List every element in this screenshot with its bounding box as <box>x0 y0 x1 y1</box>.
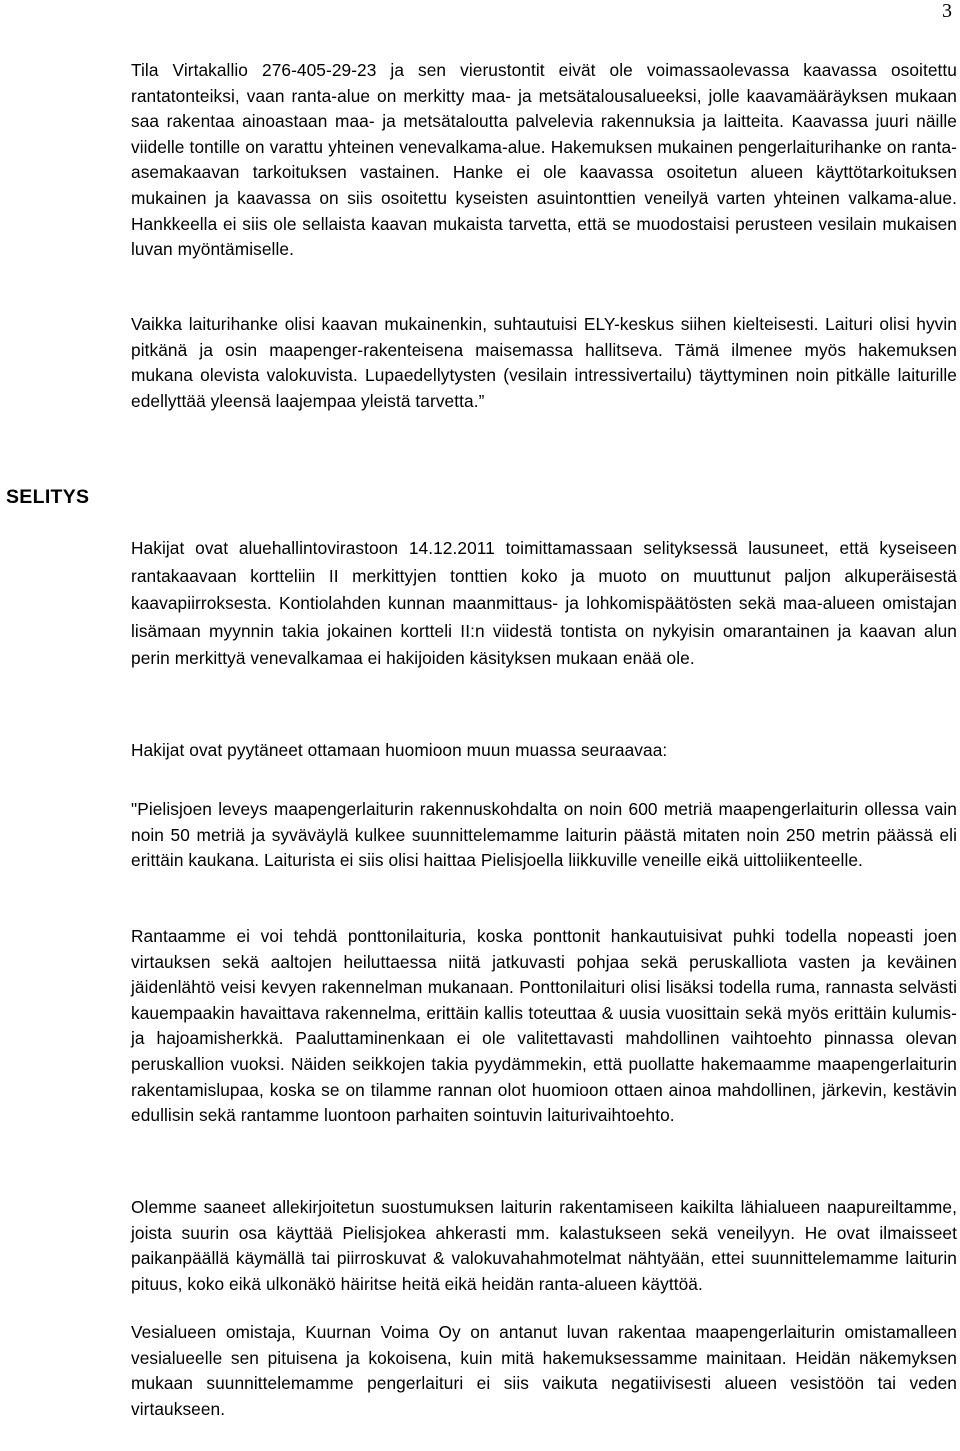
paragraph-neighbours-consent: Olemme saaneet allekirjoitetun suostumuksen laiturin rakentamiseen kaikilta lähialueen naapureiltamme, joista suurin osa käyttää Pielisjokea ahkerasti mm. kalastukseen sekä veneilyyn. He ovat ilmaisseet paikanpäällä käymällä tai piirroskuvat & valokuvahahmotelmat nähtyään, ettei suunnittelemamme laiturin pituus, koko eikä ulkonäkö häiritse heitä eikä heidän ranta-alueen käyttöä. <box>131 1197 957 1294</box>
paragraph-applicants-statement: Hakijat ovat aluehallintovirastoon 14.12.2011 toimittamassaan selityksessä lausuneet, että kyseiseen rantakaavaan kortteliin II merkittyjen tonttien koko ja muoto on muuttunut paljon alkuperäisestä kaavapiirroksesta. Kontiolahden kunnan maanmittaus- ja lohkomispäätösten sekä maa-alueen omistajan lisämaan myynnin takia jokainen kortteli II:n viidestä tontista on nykyisin omarantainen ja kaavan alun perin merkittyä venevalkamaa ei hakijoiden käsityksen mukaan enää ole. <box>131 538 957 669</box>
paragraph-water-owner: Vesialueen omistaja, Kuurnan Voima Oy on antanut luvan rakentaa maapengerlaiturin omistamalleen vesialueelle sen pituisena ja kokoisena, kuin mitä hakemuksessamme mainitaan. Heidän näkemyksen mukaan suunnittelemamme pengerlaituri ei siis vaikuta negatiivisesti alueen vesistöön tai veden virtaukseen. <box>131 1322 957 1419</box>
paragraph-applicants-request: Hakijat ovat pyytäneet ottamaan huomioon muun muassa seuraavaa: <box>131 740 668 760</box>
paragraph-kaava-status: Tila Virtakallio 276-405-29-23 ja sen vierustontit eivät ole voimassaolevassa kaavassa osoitettu rantatonteiksi, vaan ranta-alue on merkitty maa- ja metsätalousalueeksi, jolle kaavamääräyksen mukaan saa rakentaa ainoastaan maa- ja metsätaloutta palvelevia rakennuksia ja laitteita. Kaavassa juuri näille viidelle tontille on varattu yhteinen venevalkama-alue. Hakemuksen mukainen pengerlaiturihanke on ranta-asemakaavan tarkoituksen vastainen. Hanke ei ole kaavassa osoitetun alueen käyttötarkoituksen mukainen ja kaavassa on siis osoitettu kyseisten asuintonttien veneilyä varten yhteinen valkama-alue. Hankkeella ei siis ole sellaista kaavan mukaista tarvetta, että se muodostaisi perusteen vesilain mukaisen luvan myöntämiselle. <box>131 60 957 260</box>
page-number: 3 <box>942 0 952 22</box>
paragraph-ely-opinion: Vaikka laiturihanke olisi kaavan mukainenkin, suhtautuisi ELY-keskus siihen kielteisesti. Laituri olisi hyvin pitkänä ja osin maapenger-rakenteisena maisemassa hallitseva. Tämä ilmenee myös hakemuksen mukana olevista valokuvista. Lupaedellytysten (vesilain intressivertailu) täyttyminen noin pitkälle laiturille edellyttää yleensä laajempaa yleistä tarvetta.” <box>131 314 957 411</box>
paragraph-pontoon: Rantaamme ei voi tehdä ponttonilaituria, koska ponttonit hankautuisivat puhki todella nopeasti joen virtauksen sekä aaltojen heiluttaessa niitä jatkuvasti pohjaa sekä peruskalliota vasten ja keväinen jäidenlähtö veisi kevyen rakennelman mukanaan. Ponttonilaituri olisi lisäksi todella ruma, rannasta selvästi kauempaakin havaittava rakennelma, erittäin kallis toteuttaa & uusia vuosittain sekä myös erittäin kulumis- ja hajoamisherkkä. Paaluttaminenkaan ei ole valitettavasti mahdollinen vaihtoehto pinnassa olevan peruskallion vuoksi. Näiden seikkojen takia pyydämmekin, että puollatte hakemaamme maapengerlaiturin rakentamislupaa, koska se on tilamme rannan olot huomioon ottaen ainoa mahdollinen, järkevin, kestävin edullisin sekä rantamme luontoon parhaiten sointuvin laiturivaihtoehto. <box>131 926 957 1126</box>
paragraph-river-width: "Pielisjoen leveys maapengerlaiturin rakennuskohdalta on noin 600 metriä maapengerlaiturin ollessa vain noin 50 metriä ja syväväylä kulkee suunnittelemamme laiturin päästä mitaten noin 250 metrin päässä eli erittäin kaukana. Laiturista ei siis olisi haittaa Pielisjoella liikkuville veneille eikä uittoliikenteelle. <box>131 799 957 871</box>
section-heading-selitys: SELITYS <box>6 486 90 508</box>
